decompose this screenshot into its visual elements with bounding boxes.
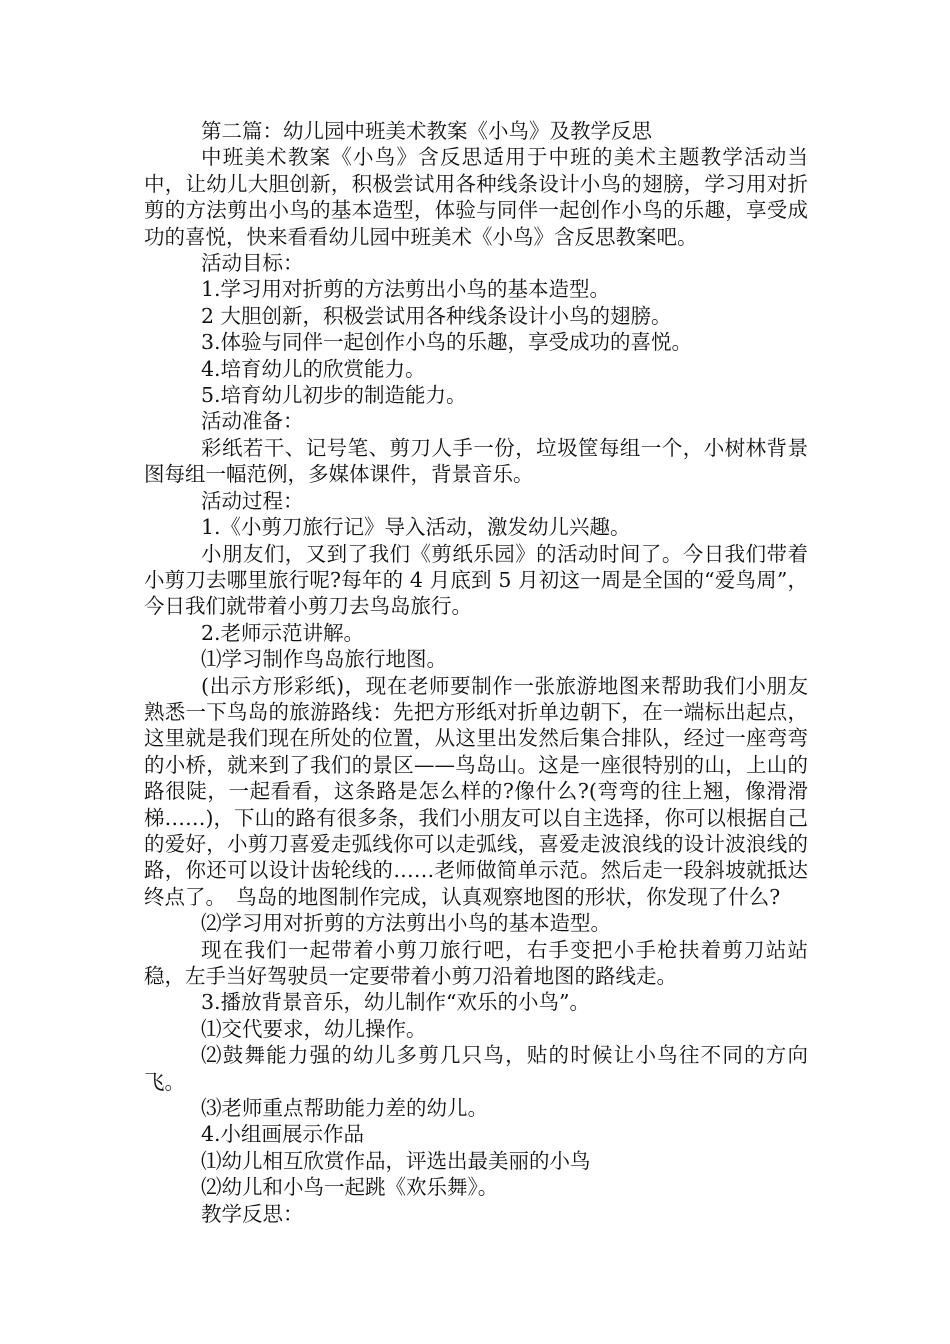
step2-sub2-paragraph: 现在我们一起带着小剪刀旅行吧，右手变把小手枪扶着剪刀站站稳，左手当好驾驶员一定要带着小剪刀沿着地图的路线走。: [144, 937, 808, 988]
prep-heading: 活动准备：: [201, 409, 304, 434]
process-heading: 活动过程：: [201, 488, 304, 513]
step2-title: 2.老师示范讲解。: [201, 620, 365, 645]
goal-item: 5.培育幼儿初步的制造能力。: [201, 383, 467, 408]
document-page: [144, 118, 808, 1227]
document-title: 第二篇：幼儿园中班美术教案《小鸟》及教学反思: [201, 119, 652, 143]
step3-item: ⑶老师重点帮助能力差的幼儿。: [201, 1096, 488, 1121]
step4-title: 4.小组画展示作品: [201, 1122, 365, 1147]
reflection-heading: 教学反思：: [201, 1201, 304, 1226]
step2-sub1-paragraph: (出示方形彩纸)，现在老师要制作一张旅游地图来帮助我们小朋友熟悉一下鸟岛的旅游路线：先把方形纸对折单边朝下，在一端标出起点，这里就是我们现在所处的位置，从这里出发然后集合排队，经过一座弯弯的小桥，就来到了我们的景区——鸟岛山。这是一座很特别的山，上山的路很陡，一起看看，这条路是怎么样的?像什么?(弯弯的往上翘，像滑滑梯……)，下山的路有很多条，我们小朋友可以自主选择，你可以根据自己的爱好，小剪刀喜爱走弧线你可以走弧线，喜爱走波浪线的设计波浪线的路，你还可以设计齿轮线的……老师做简单示范。然后走一段斜坡就抵达终点了。 鸟岛的地图制作完成，认真观察地图的形状，你发现了什么?: [144, 673, 808, 909]
step2-sub2-title: ⑵学习用对折剪的方法剪出小鸟的基本造型。: [201, 911, 611, 936]
step1-title: 1.《小剪刀旅行记》导入活动，激发幼儿兴趣。: [201, 515, 631, 540]
goal-item: 2 大胆创新，积极尝试用各种线条设计小鸟的翅膀。: [201, 303, 672, 328]
step3-title: 3.播放背景音乐，幼儿制作“欢乐的小鸟”。: [201, 990, 591, 1015]
step4-item: ⑴幼儿相互欣赏作品，评选出最美丽的小鸟: [201, 1148, 591, 1173]
step3-item: ⑴交代要求，幼儿操作。: [201, 1016, 427, 1041]
goal-item: 3.体验与同伴一起创作小鸟的乐趣，享受成功的喜悦。: [201, 330, 693, 355]
step4-item: ⑵幼儿和小鸟一起跳《欢乐舞》。: [201, 1175, 499, 1200]
prep-paragraph: 彩纸若干、记号笔、剪刀人手一份，垃圾筐每组一个，小树林背景图每组一幅范例，多媒体课件，背景音乐。: [144, 435, 808, 487]
goals-heading: 活动目标：: [201, 251, 304, 276]
step1-paragraph: 小朋友们，又到了我们《剪纸乐园》的活动时间了。今日我们带着小剪刀去哪里旅行呢?每年的 4 月底到 5 月初这一周是全国的“爱鸟周”，今日我们就带着小剪刀去鸟岛旅行。: [144, 541, 808, 619]
step2-sub1-title: ⑴学习制作鸟岛旅行地图。: [201, 647, 447, 672]
intro-paragraph: 中班美术教案《小鸟》含反思适用于中班的美术主题教学活动当中，让幼儿大胆创新，积极尝试用各种线条设计小鸟的翅膀，学习用对折剪的方法剪出小鸟的基本造型，体验与同伴一起创作小鸟的乐趣，享受成功的喜悦，快来看看幼儿园中班美术《小鸟》含反思教案吧。: [144, 145, 808, 249]
goal-item: 4.培育幼儿的欣赏能力。: [201, 356, 426, 381]
step3-item: ⑵鼓舞能力强的幼儿多剪几只鸟，贴的时候让小鸟往不同的方向飞。: [144, 1043, 808, 1094]
goal-item: 1.学习用对折剪的方法剪出小鸟的基本造型。: [201, 277, 611, 302]
